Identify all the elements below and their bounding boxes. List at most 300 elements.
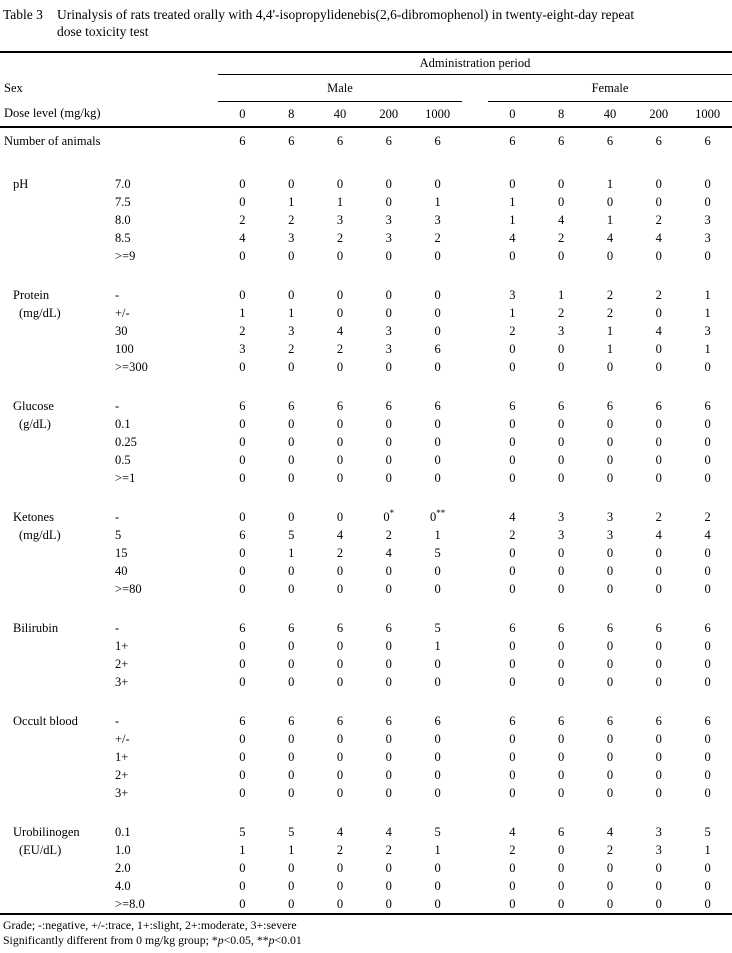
grade-label: 7.0 [115,176,131,191]
value-cell: 0 [509,176,516,191]
group-spacer-cell [462,322,488,340]
value-cell: 1 [434,194,441,209]
value-cell: 0 [704,176,711,191]
value-cell: 0 [606,563,614,578]
footnote-text-segment: Significantly different from 0 mg/kg group; * [3,933,218,947]
value-cell: 2 [288,212,295,227]
dose-value-female-1000: 1000 [683,102,732,128]
value-cell: 0 [606,545,614,560]
value-cell: 0 [385,860,392,875]
value-cell: 0 [558,878,565,893]
value-cell: 1 [704,842,711,857]
group-spacer-cell [462,748,488,766]
value-cell: 4 [606,230,614,245]
value-cell: 6 [558,824,565,839]
value-cell: 6 [606,713,614,728]
value-cell: 0 [704,878,711,893]
data-row [0,211,732,229]
value-cell: 0 [655,545,662,560]
section-gap-row [0,691,732,712]
value-cell: 0 [288,785,295,800]
value-cell: 0 [606,674,614,689]
value-cell: 2 [606,305,614,320]
group-spacer-cell [462,877,488,895]
value-cell: 0 [509,563,516,578]
value-cell: 0 [558,416,565,431]
parameter-name-empty [0,193,112,211]
value-cell: 0 [509,896,516,911]
group-spacer-cell [462,895,488,914]
parameter-name-empty [0,340,112,358]
value-cell: 0 [655,656,662,671]
value-cell: 0 [558,434,565,449]
group-spacer-cell [462,451,488,469]
value-cell: 0 [434,749,441,764]
value-cell: 0 [558,749,565,764]
value-cell: 0 [288,674,295,689]
data-row [0,712,732,730]
value-cell: 6 [509,398,516,413]
value-cell: 6 [288,398,295,413]
value-cell: 3 [336,212,344,227]
parameter-name-empty [0,730,112,748]
data-row [0,877,732,895]
value-cell: 1 [606,323,614,338]
value-cell: 0 [336,674,344,689]
value-cell: 1 [288,545,295,560]
value-cell: 0* [383,508,395,524]
parameter-name: Occult blood [13,713,78,728]
value-cell: 0 [558,656,565,671]
gap-cell [0,154,732,175]
group-spacer-cell [462,544,488,562]
value-cell: 2 [509,323,516,338]
value-cell: 2 [704,509,711,524]
female-group-header: Female [488,75,732,102]
value-cell: 0 [239,434,246,449]
value-cell: 3 [655,842,662,857]
value-cell: 0 [434,434,441,449]
grade-label: 1+ [115,749,129,764]
value-cell: 0 [239,656,246,671]
value-cell: 0 [704,416,711,431]
value-cell: 0 [336,470,344,485]
value-cell: 0 [336,305,344,320]
parameter-name-empty [0,562,112,580]
gap-cell [0,598,732,619]
value-cell: 1 [704,341,711,356]
value-cell: 0 [655,563,662,578]
value-cell: 1 [288,842,295,857]
value-cell: 6 [704,398,711,413]
value-cell: 0 [434,581,441,596]
parameter-name-empty [0,544,112,562]
value-cell: 1 [704,305,711,320]
value-cell: 6 [606,398,614,413]
data-row [0,229,732,247]
parameter-name: Glucose [13,398,54,413]
value-cell: 0 [558,785,565,800]
data-row [0,247,732,265]
grade-label: - [115,509,120,524]
value-cell: 5 [434,545,441,560]
value-cell: 4 [655,323,662,338]
value-cell: 2 [385,842,392,857]
value-cell: 2 [239,212,246,227]
value-cell: 0 [385,416,392,431]
value-cell: 0 [239,194,246,209]
value-cell: 1 [336,194,344,209]
parameter-name-empty [0,673,112,691]
grade-label: 2.0 [115,860,131,875]
group-spacer-cell [462,286,488,304]
value-cell: 6 [704,133,711,148]
value-cell: 0 [336,176,344,191]
value-cell: 0 [606,731,614,746]
value-cell: 0 [239,416,246,431]
value-cell: 6 [239,398,246,413]
value-cell: 2 [336,545,344,560]
value-cell: 3 [558,527,565,542]
value-cell: 3 [606,509,614,524]
value-cell: 0 [704,896,711,911]
value-cell: 0 [385,767,392,782]
value-cell: 3 [704,323,711,338]
value-cell: 6 [606,620,614,635]
value-cell: 0 [509,434,516,449]
value-cell: 4 [336,824,344,839]
value-cell: 0 [239,878,246,893]
section-gap-row [0,265,732,286]
p-value-symbol: p [268,933,275,947]
data-row [0,451,732,469]
value-cell: 4 [606,824,614,839]
value-cell: 4 [655,230,662,245]
value-cell: 0 [704,563,711,578]
value-cell: 1 [704,287,711,302]
value-cell: 0 [509,581,516,596]
data-row [0,508,732,526]
group-spacer-cell [462,730,488,748]
value-cell: 6 [239,133,246,148]
value-cell: 0 [509,470,516,485]
value-cell: 0 [704,674,711,689]
grade-label: +/- [115,731,130,746]
value-cell: 4 [509,824,516,839]
value-cell: 0 [336,416,344,431]
value-cell: 6 [239,713,246,728]
group-spacer-cell [462,304,488,322]
value-cell: 0 [385,749,392,764]
value-cell: 0 [509,785,516,800]
footnote-text-segment: <0.01 [274,933,302,947]
data-row [0,304,732,322]
value-cell: 0 [239,749,246,764]
value-cell: 1 [434,842,441,857]
value-cell: 2 [558,305,565,320]
value-cell: 6 [239,527,246,542]
value-cell: 6 [606,133,614,148]
footnotes [0,918,732,948]
value-cell: 0 [434,287,441,302]
value-cell: 3 [385,323,392,338]
value-cell: 4 [558,212,565,227]
value-cell: 6 [336,713,344,728]
parameter-name-empty [0,229,112,247]
value-cell: 0 [704,470,711,485]
grade-label: 8.0 [115,212,131,227]
value-cell: 0 [434,470,441,485]
grade-label: 2+ [115,767,129,782]
value-cell: 0 [385,452,392,467]
value-cell: 0 [655,452,662,467]
value-cell: 0 [655,785,662,800]
grade-label: 4.0 [115,878,131,893]
value-cell: 0 [288,470,295,485]
group-spacer-cell [462,415,488,433]
value-cell: 2 [509,842,516,857]
value-cell: 3 [288,230,295,245]
parameter-name-empty [0,247,112,265]
value-cell: 0 [336,896,344,911]
value-cell: 0 [509,638,516,653]
parameter-name-empty [0,895,112,914]
value-cell: 0 [385,434,392,449]
value-cell: 0 [655,470,662,485]
value-cell: 0 [704,581,711,596]
value-cell: 0 [655,359,662,374]
value-cell: 0 [509,359,516,374]
grade-label: - [115,713,120,728]
data-row [0,580,732,598]
value-cell: 2 [655,287,662,302]
significance-marker: ** [436,508,446,518]
value-cell: 3 [239,341,246,356]
value-cell: 2 [558,230,565,245]
group-spacer-cell [462,508,488,526]
group-spacer-cell [462,247,488,265]
value-cell: 0 [385,176,392,191]
value-cell: 6 [288,133,295,148]
grade-label: 1.0 [115,842,131,857]
group-spacer-cell [462,766,488,784]
grade-label: >=8.0 [115,896,145,911]
value-cell: 6 [385,133,392,148]
section-gap-row [0,376,732,397]
value-cell: 0 [385,287,392,302]
data-row [0,526,732,544]
value-cell: 0 [336,656,344,671]
data-row [0,619,732,637]
value-cell: 0 [606,194,614,209]
value-cell: 0 [558,767,565,782]
value-cell: 2 [336,230,344,245]
footnote-text-segment: <0.05, ** [223,933,269,947]
male-group-header: Male [218,75,462,102]
value-cell: 0 [558,545,565,560]
value-cell: 0 [288,563,295,578]
value-cell: 6 [434,398,441,413]
value-cell: 0 [655,896,662,911]
value-cell: 6 [239,620,246,635]
parameter-name-empty [0,784,112,802]
value-cell: 6 [655,620,662,635]
group-spacer-cell [462,340,488,358]
grade-label: >=80 [115,581,142,596]
value-cell: 0 [558,842,565,857]
value-cell: 0 [606,656,614,671]
group-spacer-cell [462,562,488,580]
value-cell: 0 [655,674,662,689]
value-cell: 0 [385,305,392,320]
value-cell: 1 [509,305,516,320]
value-cell: 3 [385,212,392,227]
group-spacer-cell [462,229,488,247]
data-row [0,175,732,193]
group-spacer-cell [462,175,488,193]
value-cell: 6 [434,713,441,728]
value-cell: 0 [288,749,295,764]
number-of-animals-row [0,127,732,154]
value-cell: 6 [558,620,565,635]
value-cell: 6 [558,713,565,728]
dose-value-female-200: 200 [634,102,683,128]
number-of-animals-label: Number of animals [4,133,101,148]
value-cell: 2 [239,323,246,338]
value-cell: 0 [385,731,392,746]
value-cell: 0 [288,287,295,302]
value-cell: 0 [558,248,565,263]
value-cell: 0 [239,785,246,800]
value-cell: 1 [558,287,565,302]
grade-label: - [115,287,120,302]
value-cell: 0 [336,785,344,800]
value-cell: 5 [704,824,711,839]
value-cell: 0 [336,434,344,449]
urinalysis-table [0,51,732,915]
group-spacer-cell [462,75,488,102]
value-cell: 0 [336,248,344,263]
value-cell: 1 [606,176,614,191]
value-cell: 0 [434,674,441,689]
value-cell: 6 [336,398,344,413]
value-cell: 2 [336,341,344,356]
value-cell: 0 [288,581,295,596]
value-cell: 0 [434,323,441,338]
gap-cell [0,376,732,397]
grade-label: 7.5 [115,194,131,209]
value-cell: 6 [655,398,662,413]
value-cell: 6 [385,398,392,413]
value-cell: 0 [385,638,392,653]
value-cell: 0 [606,416,614,431]
value-cell: 0 [288,416,295,431]
footnote-significance [3,933,732,948]
value-cell: 0 [434,305,441,320]
blank-header-cell [0,52,218,75]
gap-cell [0,802,732,823]
value-cell: 0 [704,767,711,782]
value-cell: 0 [288,767,295,782]
value-cell: 0 [385,674,392,689]
value-cell: 1 [434,527,441,542]
data-row [0,655,732,673]
value-cell: 0 [434,896,441,911]
value-cell: 0 [509,731,516,746]
value-cell: 6 [336,133,344,148]
grade-label: - [115,620,120,635]
value-cell: 0 [239,674,246,689]
parameter-name-empty [0,322,112,340]
value-cell: 0 [336,452,344,467]
value-cell: 0 [385,785,392,800]
data-row [0,562,732,580]
value-cell: 0 [336,767,344,782]
value-cell: 0 [336,749,344,764]
value-cell: 0 [655,248,662,263]
group-spacer-cell [462,127,488,154]
value-cell: 0 [336,731,344,746]
value-cell: 0 [385,563,392,578]
value-cell: 0 [239,545,246,560]
value-cell: 1 [288,305,295,320]
value-cell: 6 [704,620,711,635]
group-spacer-cell [462,397,488,415]
value-cell: 0 [606,452,614,467]
grade-label: 0.1 [115,416,131,431]
value-cell: 1 [239,842,246,857]
value-cell: 0 [239,359,246,374]
value-cell: 0 [704,452,711,467]
value-cell: 0 [509,452,516,467]
value-cell: 0 [336,509,344,524]
value-cell: 6 [434,133,441,148]
value-cell: 0 [288,878,295,893]
value-cell: 0 [509,416,516,431]
value-cell: 3 [704,230,711,245]
value-cell: 0 [558,581,565,596]
data-row [0,748,732,766]
group-spacer-cell [462,712,488,730]
parameter-name: Protein [13,287,50,302]
value-cell: 0 [385,878,392,893]
value-cell: 0 [509,674,516,689]
value-cell: 4 [509,230,516,245]
sex-row [0,75,732,102]
value-cell: 2 [385,527,392,542]
value-cell: 0 [558,563,565,578]
value-cell: 0 [606,860,614,875]
value-cell: 3 [509,287,516,302]
value-cell: 5 [239,824,246,839]
value-cell: 0 [606,785,614,800]
group-spacer-cell [462,637,488,655]
value-cell: 0 [239,638,246,653]
grade-label: 0.5 [115,452,131,467]
value-cell: 0 [558,674,565,689]
value-cell: 0 [704,749,711,764]
value-cell: 4 [385,545,392,560]
value-cell: 0 [239,287,246,302]
value-cell: 0 [336,860,344,875]
value-cell: 0 [655,581,662,596]
value-cell: 0 [558,194,565,209]
value-cell: 0 [606,878,614,893]
value-cell: 0 [704,545,711,560]
value-cell: 0 [288,434,295,449]
table-caption-line-1: Urinalysis of rats treated orally with 4,4'-isopropylidenebis(2,6-dibromophenol) in twenty-eight-day repeat [57,7,635,22]
section-gap-row [0,154,732,175]
